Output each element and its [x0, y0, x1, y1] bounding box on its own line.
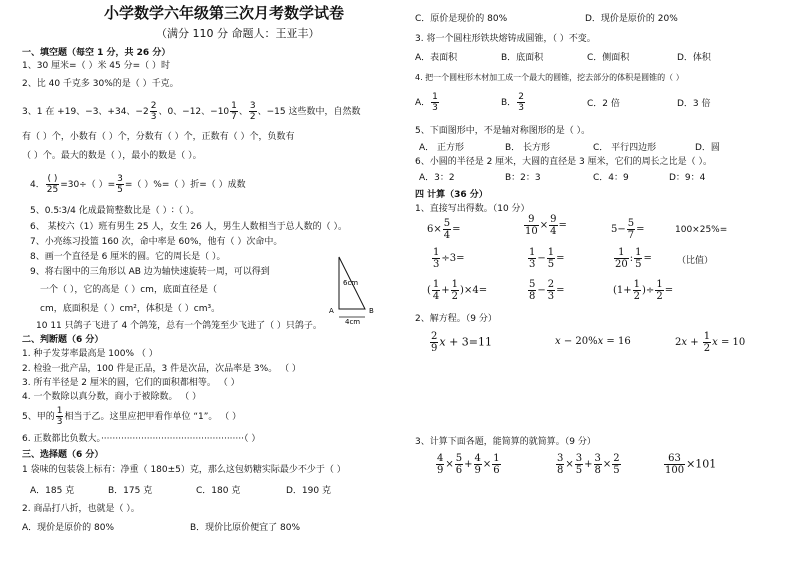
part3-heading: 三、选择题（6 分）	[22, 450, 104, 460]
fill-q3a: 3、1 在 +19、−3、+34、−2 $\frac{2}{3}$ 、0、−12、−10 $\frac{1}{7}$ 、 $\frac{3}{2}$ 、−15 这些数中，自然数	[22, 101, 361, 122]
choice-q4-c: C．2 倍	[587, 99, 620, 109]
judge-q4: 4. 一个数除以真分数，商小于被除数。 （ ）	[22, 392, 202, 402]
choice-q2-b: B．现价比原价便宜了 80%	[190, 523, 301, 533]
fraction: $\frac{( )}{25}$	[46, 174, 59, 195]
right-column	[405, 0, 794, 561]
choice-q5-a: A． 正方形	[419, 143, 465, 153]
calc-item: 5− $\frac{5}{7}$ =	[611, 218, 645, 241]
fraction: $\frac{2}{3}$	[518, 92, 524, 113]
fraction: $\frac{3}{2}$	[249, 101, 256, 122]
choice-q6-d: D：9：4	[669, 173, 706, 183]
simplify-2: $\frac{3}{8}$ × $\frac{3}{5}$ + $\frac{3}{8}$ × $\frac{2}{5}$	[557, 453, 620, 476]
triangle-height-label: 6cm	[343, 279, 359, 287]
calc-item: $\frac{1}{3}$ ÷3=	[433, 247, 465, 270]
choice-q5-d: D．圆	[695, 143, 720, 153]
calc-item-pct: 100×25%=	[675, 225, 728, 235]
calc-item: $\frac{1}{3}$ − $\frac{1}{5}$ =	[529, 247, 565, 270]
choice-q3-b: B．底面积	[501, 53, 544, 63]
choice-q3-c: C．侧面积	[587, 53, 630, 63]
equation-3: 2x + $\frac{1}{2}$ x = 10	[675, 331, 746, 354]
fill-q3c: （ ）个。最大的数是（ ），最小的数是（ ）。	[22, 151, 202, 161]
calc-sub3-heading: 3、计算下面各题，能简算的就简算。（9 分）	[415, 437, 596, 447]
judge-q1: 1. 种子发芽率最高是 100% （ ）	[22, 349, 158, 359]
triangle-base-label: 4cm	[345, 318, 361, 325]
calc-item: $\frac{5}{8}$ − $\frac{2}{3}$ =	[529, 279, 565, 302]
fill-q6: 6、 某校六（1）班有男生 25 人，女生 26 人，男生人数相当于总人数的（ ）。	[30, 222, 348, 232]
part1-heading: 一、填空题（每空 1 分，共 26 分）	[22, 48, 171, 58]
choice-q2-a: A．现价是原价的 80%	[22, 523, 115, 533]
calc-item: $\frac{9}{10}$ × $\frac{9}{4}$ =	[525, 214, 567, 237]
choice-q2-d: D．现价是原价的 20%	[585, 14, 678, 24]
choice-q5-b: B． 长方形	[505, 143, 551, 153]
triangle-figure	[325, 255, 385, 325]
exam-subtitle: （满分 110 分 命题人：王亚丰）	[156, 27, 320, 40]
fill-q1: 1、30 厘米=（ ）米 45 分=（ ）时	[22, 61, 171, 71]
simplify-1: $\frac{4}{9}$ × $\frac{5}{6}$ + $\frac{4}{9}$ × $\frac{1}{6}$	[437, 453, 500, 476]
choice-q6-a: A．3：2	[419, 173, 455, 183]
fraction: $\frac{1}{7}$	[231, 101, 237, 122]
choice-q4-b: B． $\frac{2}{3}$	[501, 92, 524, 113]
triangle-vertex-a: A	[329, 307, 334, 315]
judge-q5: 5、甲的 $\frac{1}{3}$ 相当于乙。这里应把甲看作单位 “1”。 （ ）	[22, 406, 242, 427]
calc-sub2-heading: 2、解方程。（9 分）	[415, 314, 497, 324]
choice-q6-b: B：2：3	[505, 173, 541, 183]
calc-sub1-heading: 1、直接写出得数。（10 分）	[415, 204, 530, 214]
part2-heading: 二、判断题（6 分）	[22, 335, 104, 345]
fill-q2: 2、比 40 千克多 30%的是（ ）千克。	[22, 79, 179, 89]
choice-q3-a: A．表面积	[415, 53, 458, 63]
fraction: $\frac{3}{5}$	[117, 174, 123, 195]
equation-1: $\frac{2}{9}$ x + 3=11	[431, 331, 493, 354]
calc-item: ( $\frac{1}{4}$ + $\frac{1}{2}$ )×4=	[427, 279, 488, 302]
fill-q9c: cm，底面积是（ ）cm²，体积是（ ）cm³。	[40, 304, 221, 314]
judge-q6: 6. 正数都比负数大。··················································（ ）	[22, 434, 261, 444]
fraction: $\frac{1}{3}$	[432, 92, 438, 113]
ratio-note: （比值）	[677, 256, 714, 266]
choice-q1-b: B．175 克	[108, 486, 153, 496]
triangle-vertex-b: B	[369, 307, 374, 315]
calc-item: (1+ $\frac{1}{2}$ )÷ $\frac{1}{2}$ =	[613, 279, 674, 302]
fill-q4: 4． $\frac{( )}{25}$ =30÷（ ）= $\frac{3}{5}$ =（ ）%=（ ）折=（ ）成数	[30, 174, 246, 195]
choice-q5-c: C． 平行四边形	[593, 143, 657, 153]
choice-q2-c: C．原价是现价的 80%	[415, 14, 508, 24]
choice-q1-d: D．190 克	[286, 486, 331, 496]
choice-q1-a: A．185 克	[30, 486, 75, 496]
fill-q9a: 9、将右图中的三角形以 AB 边为轴快速旋转一周，可以得到	[30, 267, 270, 277]
choice-q3-d: D．体积	[677, 53, 711, 63]
simplify-3: $\frac{63}{100}$ ×101	[665, 453, 717, 476]
equation-2: x − 20%x = 16	[555, 336, 631, 347]
fill-q7: 7、小亮练习投篮 160 次，命中率是 60%，他有（ ）次命中。	[30, 237, 283, 247]
choice-q4-d: D．3 倍	[677, 99, 711, 109]
choice-q1: 1 袋味的包装袋上标有：净重（ 180±5）克，那么这包奶糖实际最少不少于（ ）	[22, 465, 346, 475]
fraction: $\frac{2}{3}$	[150, 101, 157, 122]
calc-item: 6× $\frac{5}{4}$ =	[427, 218, 461, 241]
judge-q3: 3. 所有半径是 2 厘米的圆，它们的面积都相等。 （ ）	[22, 378, 240, 388]
choice-q1-c: C．180 克	[196, 486, 241, 496]
fill-q9b: 一个（ ），它的高是（ ）cm，底面直径是（	[40, 285, 217, 295]
choice-q5: 5、下面图形中，不是轴对称图形的是（ ）。	[415, 126, 591, 136]
judge-q2: 2. 检验一批产品，100 件是正品，3 件是次品，次品率是 3%。 （ ）	[22, 364, 301, 374]
fill-q3b: 有（ ）个，小数有（ ）个，分数有（ ）个，正数有（ ）个，负数有	[22, 132, 295, 142]
choice-q6-c: C．4：9	[593, 173, 629, 183]
fill-q5: 5、0.5∶3/4 化成最简整数比是（ ）∶（ ）。	[30, 206, 200, 216]
part4-heading: 四 计算（36 分）	[415, 190, 488, 200]
exam-title: 小学数学六年级第三次月考数学试卷	[104, 4, 345, 22]
fill-q10: 10 11 只鸽子飞进了 4 个鸽笼，总有一个鸽笼至少飞进了（ ）只鸽子。	[36, 321, 322, 331]
fill-q8: 8、画一个直径是 6 厘米的圆。它的周长是（ ）。	[30, 252, 226, 262]
choice-q6: 6、小圆的半径是 2 厘米，大圆的直径是 3 厘米，它们的周长之比是（ ）。	[415, 157, 712, 167]
choice-q2: 2. 商品打八折，也就是（ ）。	[22, 504, 140, 514]
fraction: $\frac{1}{3}$	[56, 406, 63, 427]
calc-item: $\frac{1}{20}$ : $\frac{1}{5}$ =	[615, 247, 652, 270]
choice-q4-a: A． $\frac{1}{3}$	[415, 92, 438, 113]
choice-q3: 3. 将一个圆柱形铁块熔铸成圆锥，（ ）不变。	[415, 34, 596, 44]
choice-q4: 4. 把一个圆柱形木材加工成一个最大的圆锥，挖去部分的体积是圆锥的（ ）	[415, 73, 684, 82]
